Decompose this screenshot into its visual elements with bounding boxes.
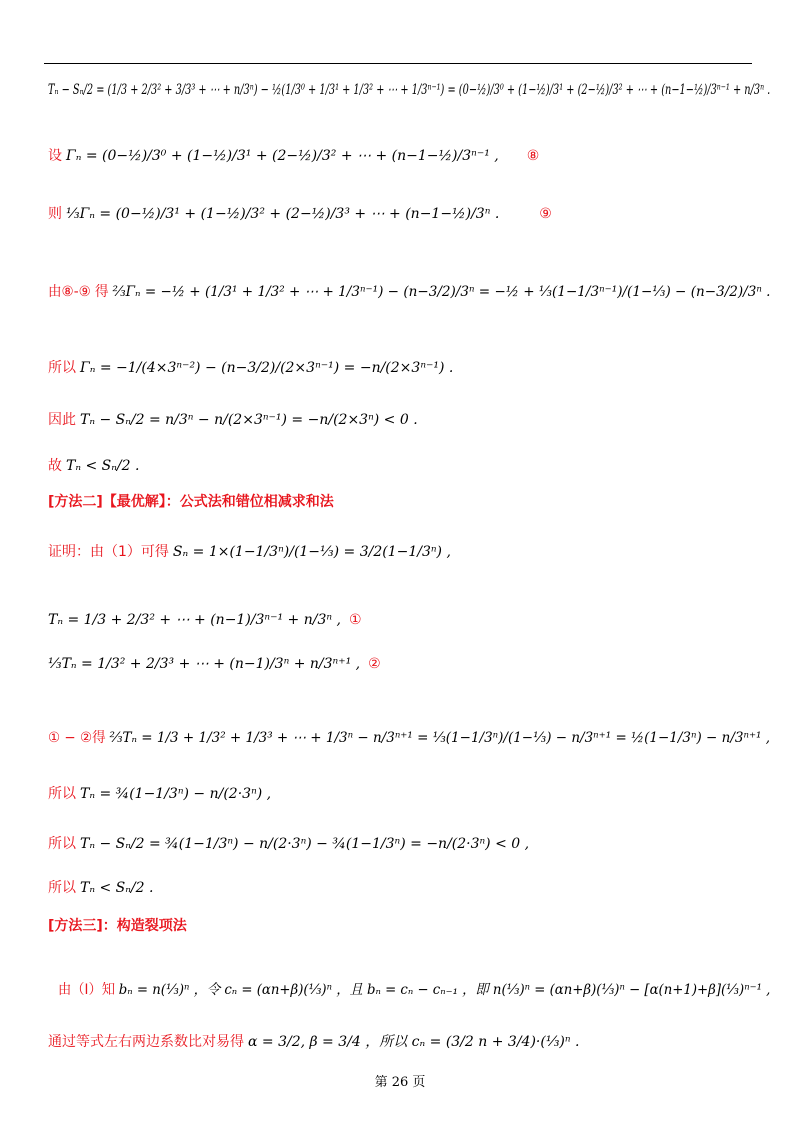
equation-tag: ②: [368, 656, 381, 672]
method3-heading: [方法三]：构造裂项法: [48, 918, 187, 934]
equation-line-3: [48, 206, 552, 224]
equation: Tₙ < Sₙ/2 .: [80, 880, 154, 896]
equation: Tₙ − Sₙ/2 = (1/3 + 2/3² + 3/3³ + ⋯ + n/3ⁿ) − ½(1/3⁰ + 1/3¹ + 1/3² + ⋯ + 1/3ⁿ⁻¹) = (0−½)/3⁰ + (1−½)/3¹ + (2−½)/3² + ⋯ + (n−1−½)/3ⁿ⁻¹ + n/3ⁿ .: [48, 82, 771, 98]
equation-line-12: [48, 730, 770, 748]
equation: bₙ = n(⅓)ⁿ ，令 cₙ = (αn+β)(⅓)ⁿ ，且 bₙ = cₙ − cₙ₋₁ ，即 n(⅓)ⁿ = (αn+β)(⅓)ⁿ − [α(n+1)+β](⅓)ⁿ⁻¹ ,: [118, 982, 771, 998]
equation-tag: ①: [348, 612, 362, 628]
equation-line-1: [48, 82, 770, 100]
equation-line-2: [48, 148, 539, 166]
equation-line-7: [48, 458, 139, 476]
equation-line-11: [48, 656, 381, 674]
method2-heading: [方法二]【最优解】：公式法和错位相减求和法: [48, 494, 334, 510]
equation: Tₙ = ¾(1−1/3ⁿ) − n/(2·3ⁿ) ,: [80, 786, 272, 802]
equation-line-4: [48, 284, 770, 302]
equation: Γₙ = (0−½)/3⁰ + (1−½)/3¹ + (2−½)/3² + ⋯ + (n−1−½)/3ⁿ⁻¹ ,: [66, 148, 499, 164]
line-prefix: 证明：由（1）可得: [48, 544, 169, 560]
equation-line-15: [48, 880, 153, 898]
equation: Γₙ = −1/(4×3ⁿ⁻²) − (n−3/2)/(2×3ⁿ⁻¹) = −n/(2×3ⁿ⁻¹) .: [80, 360, 454, 376]
equation-line-6: [48, 412, 418, 430]
equation-line-5: [48, 360, 453, 378]
equation-line-18: [48, 1034, 579, 1052]
equation-line-17: [58, 982, 770, 1000]
equation: Tₙ − Sₙ/2 = n/3ⁿ − n/(2×3ⁿ⁻¹) = −n/(2×3ⁿ) < 0 .: [80, 412, 418, 428]
line-prefix: 所以: [48, 880, 76, 896]
equation-line-10: [48, 612, 362, 630]
line-prefix: ① − ②得: [48, 730, 106, 746]
equation: ⅔Γₙ = −½ + (1/3¹ + 1/3² + ⋯ + 1/3ⁿ⁻¹) − (n−3/2)/3ⁿ = −½ + ⅓(1−1/3ⁿ⁻¹)/(1−⅓) − (n−3/2)/3ⁿ .: [112, 284, 771, 300]
line-prefix: 所以: [48, 786, 76, 802]
equation: Sₙ = 1×(1−1/3ⁿ)/(1−⅓) = 3/2(1−1/3ⁿ) ,: [172, 544, 451, 560]
equation: Tₙ < Sₙ/2 .: [66, 458, 140, 474]
equation: ⅓Tₙ = 1/3² + 2/3³ + ⋯ + (n−1)/3ⁿ + n/3ⁿ⁺¹ ,: [48, 656, 361, 672]
header-rule: [44, 63, 752, 64]
equation-line-13: [48, 786, 271, 804]
page-number: 第 26 页: [374, 1075, 426, 1090]
line-prefix: 所以: [48, 360, 76, 376]
line-prefix: 由⑧-⑨ 得: [48, 284, 109, 300]
equation-tag: ⑨: [539, 206, 552, 222]
line-prefix: 因此: [48, 412, 76, 428]
equation-line-14: [48, 836, 529, 854]
equation-tag: ⑧: [526, 148, 540, 164]
line-prefix: 所以: [48, 836, 76, 852]
line-prefix: 故: [48, 458, 62, 474]
line-prefix: 则: [48, 206, 62, 222]
line-prefix: 设: [48, 148, 62, 164]
equation: Tₙ − Sₙ/2 = ¾(1−1/3ⁿ) − n/(2·3ⁿ) − ¾(1−1/3ⁿ) = −n/(2·3ⁿ) < 0 ,: [80, 836, 530, 852]
line-prefix: 由（Ⅰ）知: [58, 982, 116, 998]
equation: α = 3/2, β = 3/4 ，所以 cₙ = (3/2 n + 3/4)·(⅓)ⁿ .: [248, 1034, 580, 1050]
equation-line-9: [48, 544, 451, 562]
equation: ⅓Γₙ = (0−½)/3¹ + (1−½)/3² + (2−½)/3³ + ⋯ + (n−1−½)/3ⁿ .: [66, 206, 500, 222]
equation: Tₙ = 1/3 + 2/3² + ⋯ + (n−1)/3ⁿ⁻¹ + n/3ⁿ ,: [48, 612, 341, 628]
line-prefix: 通过等式左右两边系数比对易得: [48, 1034, 244, 1050]
equation: ⅔Tₙ = 1/3 + 1/3² + 1/3³ + ⋯ + 1/3ⁿ − n/3ⁿ⁺¹ = ⅓(1−1/3ⁿ)/(1−⅓) − n/3ⁿ⁺¹ = ½(1−1/3ⁿ) − n/3ⁿ⁺¹ ,: [109, 730, 771, 746]
